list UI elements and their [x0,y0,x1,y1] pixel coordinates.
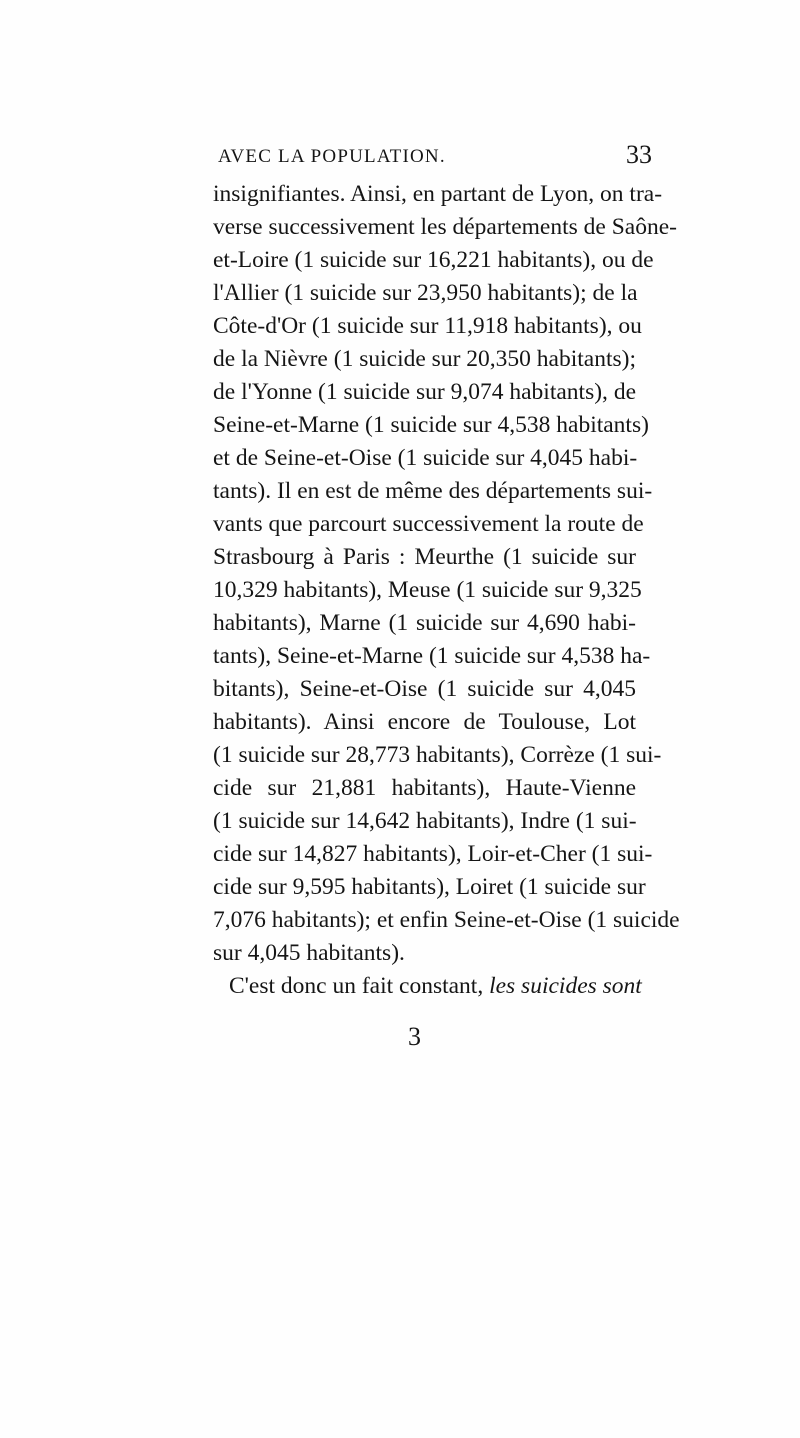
text-line: sur 4,045 habitants). [213,940,405,966]
text-line: bitants), Seine-et-Oise (1 suicide sur 4,045 [213,676,636,702]
text-line: (1 suicide sur 14,642 habitants), Indre (1 sui- [213,808,637,834]
text-line: l'Allier (1 suicide sur 23,950 habitants); de la [213,280,638,306]
text-line: et de Seine-et-Oise (1 suicide sur 4,045 habi- [213,445,638,471]
text-line: insignifiantes. Ainsi, en partant de Lyon, on tra- [213,181,663,207]
page-number: 33 [626,140,652,169]
text-line: de la Nièvre (1 suicide sur 20,350 habitants); [213,346,636,372]
text-line: habitants), Marne (1 suicide sur 4,690 habi- [213,610,636,636]
text-line: tants). Il en est de même des départements sui- [213,478,653,504]
signature-mark: 3 [408,1022,421,1051]
italic-phrase: les suicides sont [489,973,642,999]
text-line: cide sur 9,595 habitants), Loiret (1 suicide sur [213,874,646,900]
running-title: AVEC LA POPULATION. [218,146,446,167]
text-line: cide sur 21,881 habitants), Haute-Vienne [213,775,636,801]
text-line: Strasbourg à Paris : Meurthe (1 suicide sur [213,544,636,570]
paragraph-start-line [213,970,642,1003]
text-line: et-Loire (1 suicide sur 16,221 habitants), ou de [213,247,654,273]
text-line: 10,329 habitants), Meuse (1 suicide sur 9,325 [213,577,642,603]
text-line: vants que parcourt successivement la route de [213,511,644,537]
text-line: (1 suicide sur 28,773 habitants), Corrèze (1 sui- [213,742,662,768]
text-line: de l'Yonne (1 suicide sur 9,074 habitants), de [213,379,636,405]
text-line: tants), Seine-et-Marne (1 suicide sur 4,538 ha- [213,643,651,669]
text-line: verse successivement les départements de Saône- [213,214,677,240]
text-line: 7,076 habitants); et enfin Seine-et-Oise (1 suicide [213,907,680,933]
body-text [213,178,680,1003]
paragraph-start-text: C'est donc un fait constant, [229,973,490,999]
text-line: cide sur 14,827 habitants), Loir-et-Cher (1 sui- [213,841,653,867]
text-line: habitants). Ainsi encore de Toulouse, Lot [213,709,636,735]
text-line: Seine-et-Marne (1 suicide sur 4,538 habitants) [213,412,649,438]
running-header [0,140,800,170]
text-line: Côte-d'Or (1 suicide sur 11,918 habitants), ou [213,313,642,339]
